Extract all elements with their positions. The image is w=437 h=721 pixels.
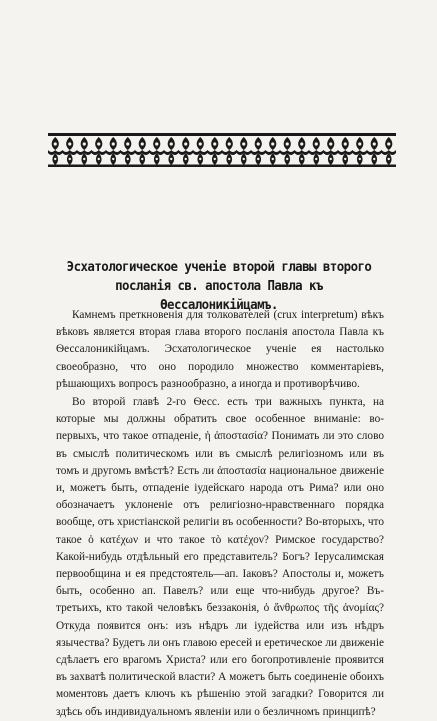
decorative-headpiece — [48, 133, 396, 167]
paragraph-1: Камнемъ преткновенія для толкователей (crux interpretum) вѣкъ вѣковъ является вторая глава второго посланія апостола Павла къ Ѳессалоникійцамъ. Эсхатологическое ученіе ея настолько своеобразно, что оно породило множество комментаріевъ, рѣшающихъ вопросъ разнообразно, а иногда и противорѣчиво. — [56, 309, 384, 390]
article-title: Эсхатологическое ученіе второй главы второго посланія св. апостола Павла къ Ѳессалоникійцамъ. — [66, 259, 372, 313]
paragraph-2: Во второй главѣ 2-го Ѳесс. есть три важныхъ пункта, на которые мы должны обратить свое особенное вниманіе: во-первыхъ, что такое отпаденіе, ἡ ἀποστασία? Понимать ли это слово въ смыслѣ политическомъ или въ смыслѣ религіозномъ или въ томъ и другомъ вмѣстѣ? Есть ли ἀποστασία национальное движеніе и, можетъ быть, отпаденіе іудейскаго народа отъ Рима? или оно обозначаетъ уклоненіе отъ религіозно-нравственнаго порядка вообще, отъ христіанской религіи въ особенности? Во-вторыхъ, что такое ὁ κατέχων и что такое τὸ κατέχον? Римское государство? Какой-нибудь отдѣльный его представитель? Богъ? Іерусалимская первообщина и ея предстоятель—ап. Іаковъ? Апостолы и, можетъ быть, особенно ап. Павелъ? или еще что-нибудь другое? Въ-третьихъ, кто такой человѣкъ беззаконія, ὁ ἄνθρωπος τῆς ἀνομίας? Откуда появится онъ: изъ нѣдръ ли іудейства или изъ нѣдръ язычества? Будетъ ли онъ главою ересей и еретическое ли движеніе сдѣлаетъ его врагомъ Христа? или его богопротивленіе проявится въ захватѣ политической власти? А можетъ быть соединеніе обоихъ моментовъ даетъ ключъ къ рѣшенію этой загадки? Говорится ли здѣсь объ индивидуальномъ явленіи или о безличномъ принципѣ? — [56, 396, 384, 718]
ornament-border-icon — [48, 133, 396, 167]
article-body — [56, 307, 384, 721]
